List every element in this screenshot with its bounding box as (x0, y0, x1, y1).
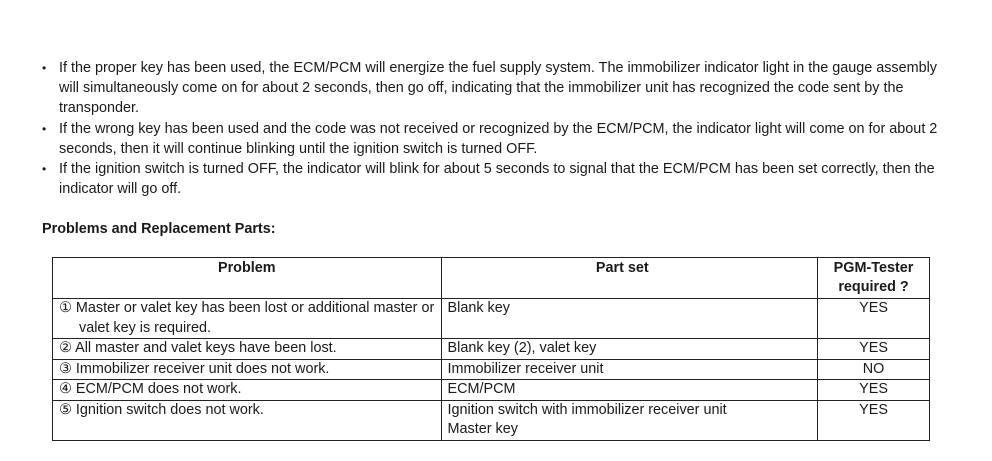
header-tester-line-1: PGM-Tester (833, 260, 914, 276)
problem-text: ③ Immobilizer receiver unit does not work. (59, 360, 330, 377)
problem-text: ⑤ Ignition switch does not work. (59, 401, 264, 418)
problem-text: ④ ECM/PCM does not work. (59, 381, 242, 397)
section-heading: Problems and Replacement Parts: (42, 221, 276, 237)
table-row (53, 380, 930, 401)
table-row (53, 359, 930, 380)
cell-part-set (441, 339, 818, 360)
bullet-item-wrong-key (42, 119, 947, 159)
cell-tester-required: YES (818, 380, 930, 401)
cell-tester-required: YES (818, 400, 930, 440)
bullet-item-ignition-off (42, 159, 947, 199)
problem-text: ② All master and valet keys have been lost. (59, 340, 337, 356)
cell-problem (53, 299, 442, 339)
header-part-set: Part set (441, 258, 818, 299)
cell-part-set (441, 400, 818, 440)
part-set-text-line-2: Master key (447, 421, 518, 437)
table-header-row (53, 258, 930, 299)
part-set-text: ECM/PCM (447, 381, 516, 397)
part-set-text: Immobilizer receiver unit (447, 360, 604, 377)
cell-problem (53, 339, 442, 360)
table-row (53, 299, 930, 339)
header-tester-line-2: required ? (838, 279, 909, 295)
replacement-parts-table (52, 257, 930, 441)
cell-part-set (441, 299, 818, 339)
bullet-text: If the wrong key has been used and the code was not received or recognized by the ECM/PCM, the indicator light will come on for about 2 seconds, then it will continue blinking until the ignition switch is turned OFF. (59, 120, 938, 157)
cell-tester-required: YES (818, 299, 930, 339)
header-pgm-tester-required (818, 258, 930, 299)
table-row (53, 400, 930, 440)
cell-part-set (441, 380, 818, 401)
table-row (53, 339, 930, 360)
part-set-text: Blank key (2), valet key (447, 340, 597, 356)
part-set-text: Blank key (447, 300, 510, 316)
cell-tester-required: YES (818, 339, 930, 360)
bullet-text: If the proper key has been used, the ECM/PCM will energize the fuel supply system. The immobilizer indicator light in the gauge assembly will simultaneously come on for about 2 seconds, then go off, indicating that the immobilizer unit has recognized the code sent by the transponder. (59, 60, 937, 117)
header-problem: Problem (53, 258, 442, 299)
cell-tester-required: NO (818, 359, 930, 380)
bullet-text: If the ignition switch is turned OFF, the indicator will blink for about 5 seconds to signal that the ECM/PCM has been set correctly, then the indicator will go off. (59, 161, 935, 198)
bullet-dot-icon: • (42, 61, 47, 75)
cell-problem (53, 359, 442, 380)
bullet-dot-icon: • (42, 162, 47, 177)
bullet-dot-icon: • (42, 121, 47, 136)
bullet-item-proper-key (42, 58, 947, 119)
description-bullet-list (42, 58, 947, 199)
part-set-text: Ignition switch with immobilizer receiver unit (447, 401, 727, 418)
cell-part-set (441, 359, 818, 380)
cell-problem (53, 380, 442, 401)
cell-problem (53, 400, 442, 440)
problem-text: ① Master or valet key has been lost or additional master or valet key is required. (59, 300, 435, 336)
